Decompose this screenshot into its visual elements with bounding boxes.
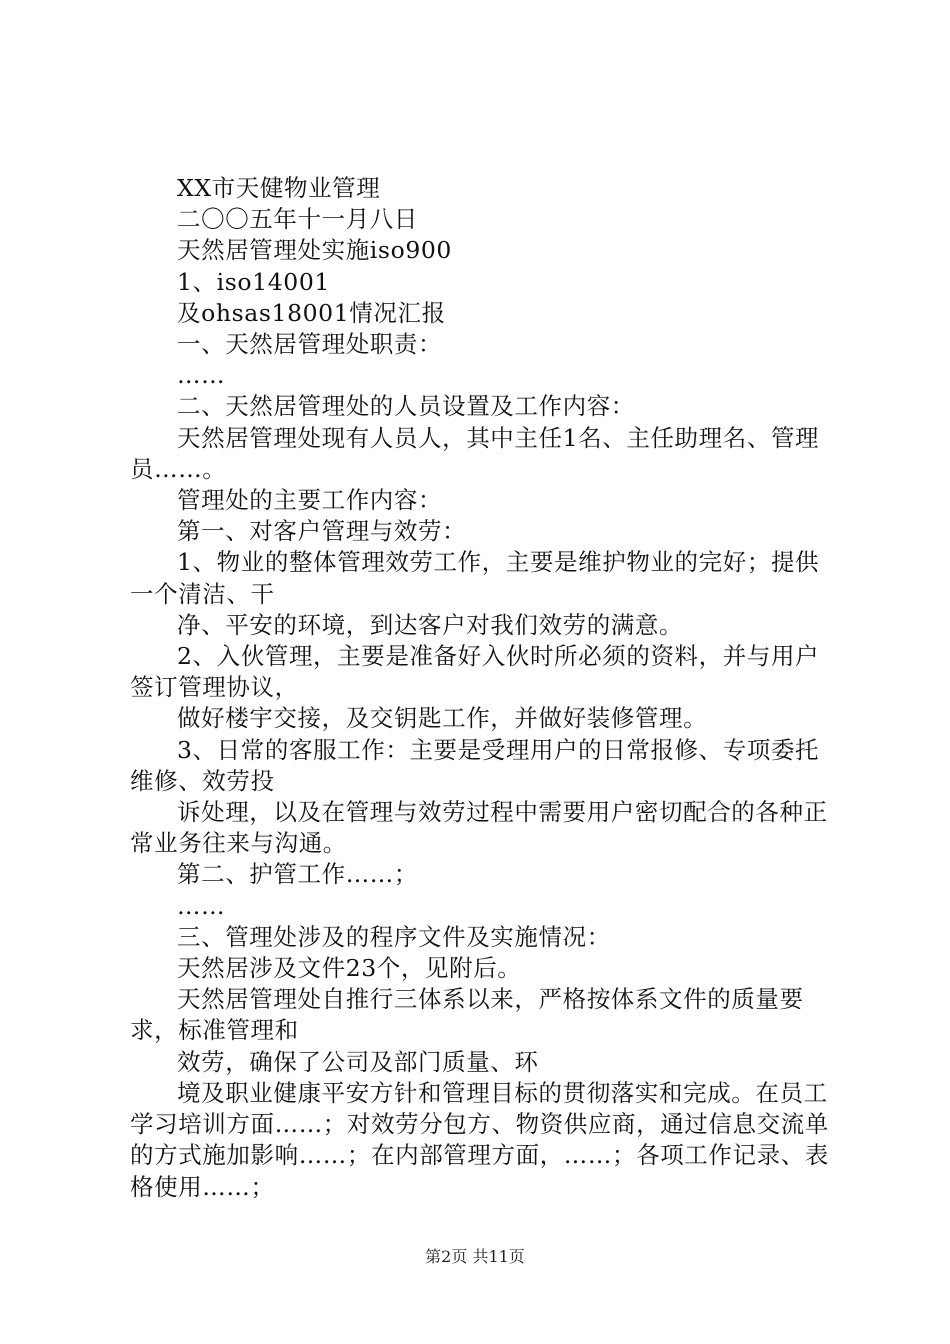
ellipsis-line: …… — [177, 891, 226, 920]
section-heading-1: 一、天然居管理处职责： — [177, 330, 443, 359]
paragraph-item-2b: 做好楼宇交接，及交钥匙工作，并做好装修管理。 — [177, 704, 708, 733]
paragraph-title-line-3: 及ohsas18001情况汇报 — [177, 298, 446, 327]
subheading-customer: 第一、对客户管理与效劳： — [177, 517, 467, 546]
paragraph-title-line-2: 1、iso14001 — [177, 267, 330, 296]
paragraph-company: XX市天健物业管理 — [177, 174, 381, 202]
subheading-security: 第二、护管工作……； — [177, 860, 418, 889]
paragraph-item-2a: 2、入伙管理，主要是准备好入伙时所必须的资料，并与用户签订管理协议， — [130, 642, 820, 702]
paragraph-item-3b: 诉处理，以及在管理与效劳过程中需要用户密切配合的各种正常业务往来与沟通。 — [130, 798, 828, 858]
section-heading-2: 二、天然居管理处的人员设置及工作内容： — [177, 392, 635, 421]
paragraph-files: 天然居涉及文件23个，见附后。 — [177, 954, 522, 983]
paragraph-item-3a: 3、日常的客服工作：主要是受理用户的日常报修、专项委托维修、效劳投 — [130, 735, 820, 795]
paragraph-item-1b: 净、平安的环境，到达客户对我们效劳的满意。 — [177, 610, 684, 639]
page-footer: 第2页 共11页 — [425, 1247, 525, 1266]
paragraph-item-1a: 1、物业的整体管理效劳工作，主要是维护物业的完好；提供一个清洁、干 — [130, 548, 820, 608]
paragraph-date: 二〇〇五年十一月八日 — [177, 205, 418, 234]
paragraph-title-line-1: 天然居管理处实施iso900 — [177, 236, 452, 265]
section-heading-3: 三、管理处涉及的程序文件及实施情况： — [177, 922, 611, 951]
document-body — [130, 173, 830, 1203]
paragraph-system-b: 效劳，确保了公司及部门质量、环 — [177, 1047, 539, 1076]
paragraph-system-c: 境及职业健康平安方针和管理目标的贯彻落实和完成。在员工学习培训方面……；对效劳分包方、物资供应商，通过信息交流单的方式施加影响……；在内部管理方面，……；各项工作记录、表格使用……； — [130, 1078, 829, 1201]
paragraph-staff: 天然居管理处现有人员人，其中主任1名、主任助理名、管理员……。 — [130, 423, 820, 483]
paragraph-system-a: 天然居管理处自推行三体系以来，严格按体系文件的质量要求，标准管理和 — [130, 985, 804, 1045]
paragraph-main-work: 管理处的主要工作内容： — [177, 486, 443, 515]
ellipsis-line: …… — [177, 361, 226, 390]
